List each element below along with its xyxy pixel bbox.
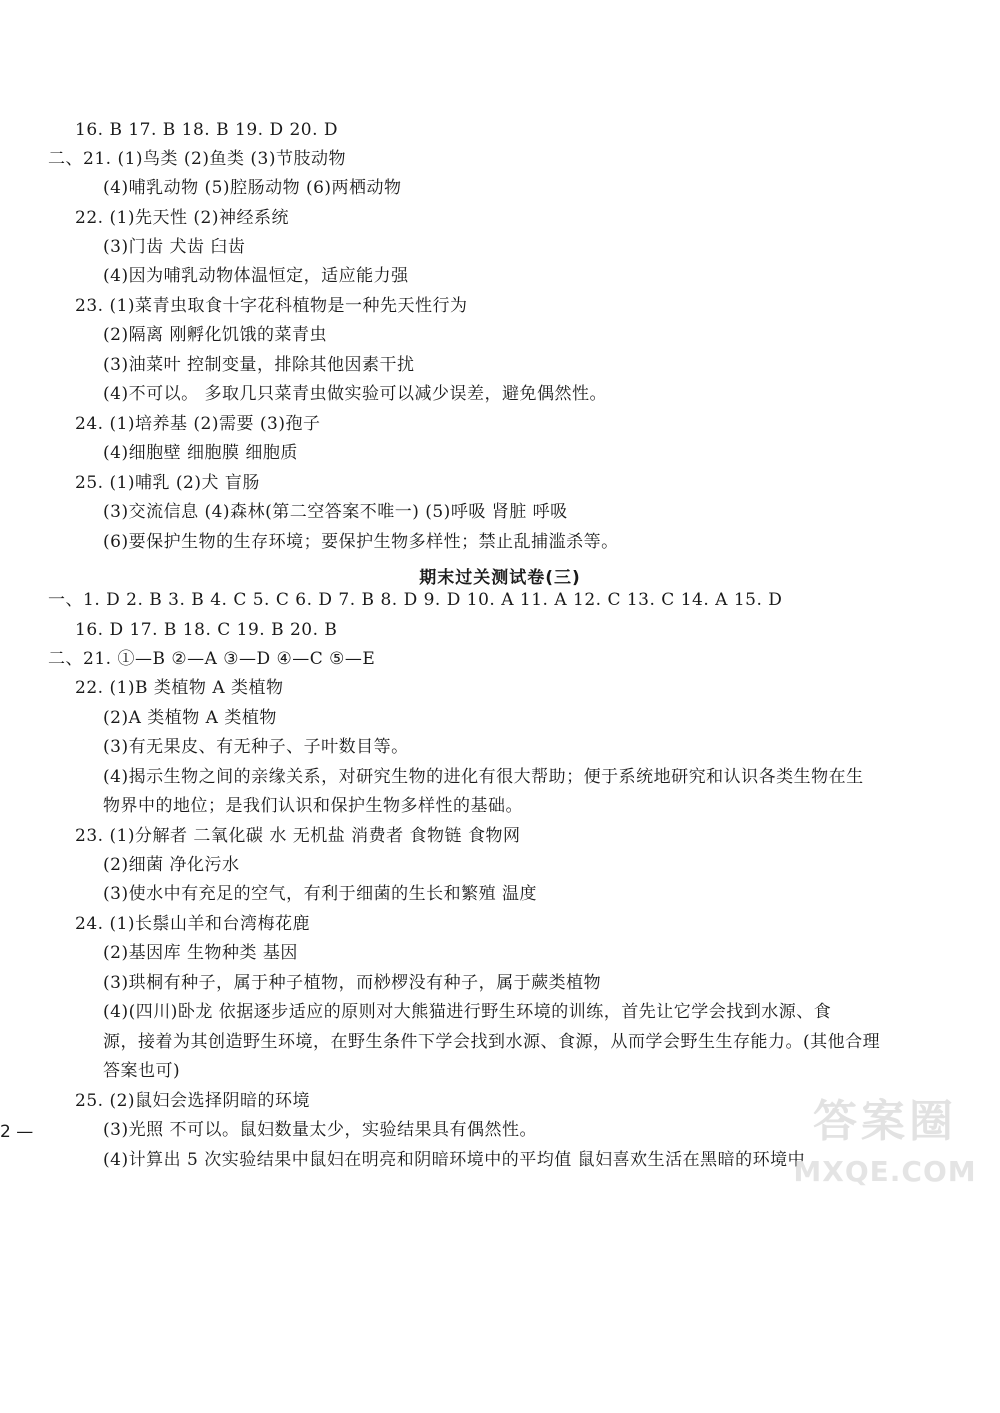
answer-line: (3)交流信息 (4)森林(第二空答案不唯一) (5)呼吸 肾脏 呼吸 xyxy=(103,502,568,522)
answer-line: 25. (1)哺乳 (2)犬 盲肠 xyxy=(75,473,260,493)
answer-line: (3)光照 不可以。鼠妇数量太少，实验结果具有偶然性。 xyxy=(103,1120,537,1140)
answer-line: (3)使水中有充足的空气，有利于细菌的生长和繁殖 温度 xyxy=(103,884,537,904)
answer-line: (4)(四川)卧龙 依据逐步适应的原则对大熊猫进行野生环境的训练，首先让它学会找到水源、食 xyxy=(103,1002,832,1022)
answer-line: 一、1. D 2. B 3. B 4. C 5. C 6. D 7. B 8. D 9. D 10. A 11. A 12. C 13. C 14. A 15. D xyxy=(48,590,783,610)
answer-line: (2)隔离 刚孵化饥饿的菜青虫 xyxy=(103,325,327,345)
answer-line: 源，接着为其创造野生环境，在野生条件下学会找到水源、食源，从而学会野生生存能力。(其他合理 xyxy=(103,1032,881,1052)
answer-line: 16. D 17. B 18. C 19. B 20. B xyxy=(75,620,338,640)
answer-line: 24. (1)长鬃山羊和台湾梅花鹿 xyxy=(75,914,311,934)
answer-line: (4)哺乳动物 (5)腔肠动物 (6)两栖动物 xyxy=(103,178,402,198)
page-number: 2 — xyxy=(0,1122,34,1142)
answer-line: (6)要保护生物的生存环境；要保护生物多样性；禁止乱捕滥杀等。 xyxy=(103,532,619,552)
answer-line: 16. B 17. B 18. B 19. D 20. D xyxy=(75,120,339,140)
answer-line: (3)油菜叶 控制变量，排除其他因素干扰 xyxy=(103,355,415,375)
answer-line: (2)细菌 净化污水 xyxy=(103,855,240,875)
section-heading: 期末过关测试卷(三) xyxy=(419,568,581,588)
answer-line: (4)因为哺乳动物体温恒定，适应能力强 xyxy=(103,266,409,286)
answer-line: 22. (1)B 类植物 A 类植物 xyxy=(75,678,284,698)
answer-line: (2)基因库 生物种类 基因 xyxy=(103,943,298,963)
answer-line: (3)珙桐有种子，属于种子植物，而桫椤没有种子，属于蕨类植物 xyxy=(103,973,602,993)
answer-line: 23. (1)菜青虫取食十字花科植物是一种先天性行为 xyxy=(75,296,468,316)
answer-line: (4)不可以。 多取几只菜青虫做实验可以减少误差，避免偶然性。 xyxy=(103,384,607,404)
answer-line: (4)揭示生物之间的亲缘关系，对研究生物的进化有很大帮助；便于系统地研究和认识各类生物在生 xyxy=(103,767,864,787)
answer-line: 24. (1)培养基 (2)需要 (3)孢子 xyxy=(75,414,321,434)
answer-line: 二、21. ①—B ②—A ③—D ④—C ⑤—E xyxy=(48,649,376,669)
answer-line: 答案也可) xyxy=(103,1061,181,1081)
answer-line: (4)计算出 5 次实验结果中鼠妇在明亮和阴暗环境中的平均值 鼠妇喜欢生活在黑暗的环境中 xyxy=(103,1150,806,1170)
answer-line: (3)门齿 犬齿 臼齿 xyxy=(103,237,246,257)
answer-line: (4)细胞壁 细胞膜 细胞质 xyxy=(103,443,298,463)
watermark-logo xyxy=(790,1085,980,1188)
answer-line: 25. (2)鼠妇会选择阴暗的环境 xyxy=(75,1091,311,1111)
answer-line: 物界中的地位；是我们认识和保护生物多样性的基础。 xyxy=(103,796,523,816)
answer-line: (2)A 类植物 A 类植物 xyxy=(103,708,277,728)
answer-line: 23. (1)分解者 二氧化碳 水 无机盐 消费者 食物链 食物网 xyxy=(75,826,521,846)
answer-line: 22. (1)先天性 (2)神经系统 xyxy=(75,208,290,228)
watermark-url: MXQE.COM xyxy=(793,1155,977,1188)
answer-line: (3)有无果皮、有无种子、子叶数目等。 xyxy=(103,737,409,757)
answer-line: 二、21. (1)鸟类 (2)鱼类 (3)节肢动物 xyxy=(48,149,346,169)
watermark-title: 答案圈 xyxy=(813,1096,957,1147)
